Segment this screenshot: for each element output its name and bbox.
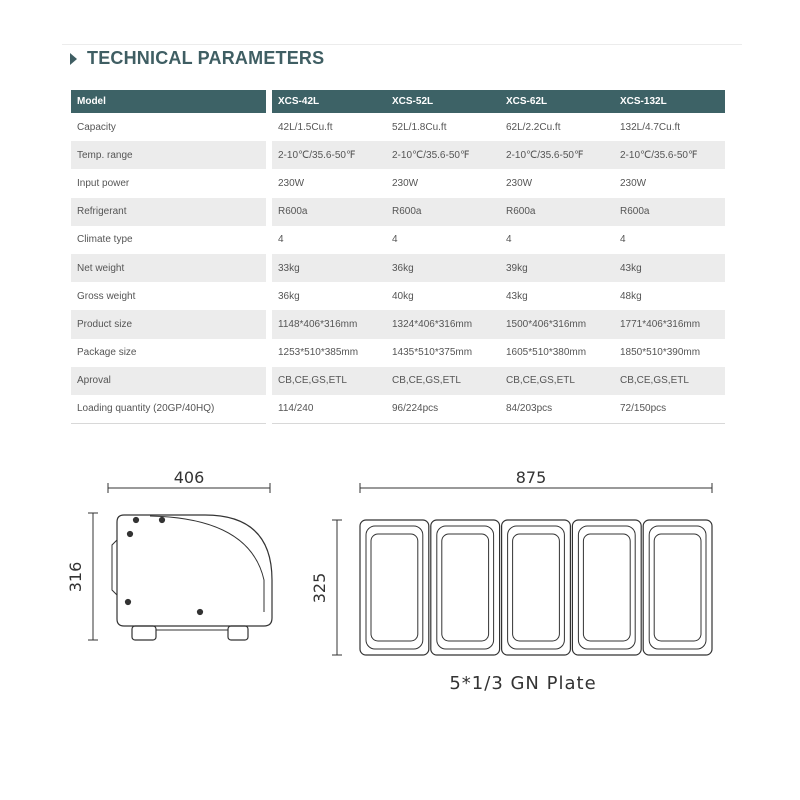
table-cell: R600a (614, 198, 725, 226)
table-cell: 36kg (278, 290, 300, 302)
section-title: TECHNICAL PARAMETERS (87, 48, 325, 68)
row-label: Capacity (77, 121, 116, 133)
row-label: Climate type (77, 234, 133, 246)
table-row (71, 198, 725, 226)
table-cell: CB,CE,GS,ETL (614, 367, 725, 395)
gn-pan (572, 520, 641, 655)
table-cell: 39kg (500, 254, 614, 282)
table-cell: 1771*406*316mm (614, 310, 725, 338)
table-cell: 2-10℃/35.6-50℉ (272, 141, 386, 169)
foot-right (228, 626, 248, 640)
table-cell: 4 (278, 234, 284, 246)
table-row (71, 367, 725, 395)
column-header: XCS-42L (272, 90, 386, 113)
row-label: Input power (77, 177, 130, 189)
side-view-drawing (88, 483, 272, 640)
table-cell: 1500*406*316mm (500, 310, 614, 338)
row-label: Temp. range (71, 141, 266, 169)
table-cell: 4 (506, 234, 512, 246)
column-header: XCS-52L (386, 90, 500, 113)
table-row (71, 282, 725, 310)
table-row (71, 254, 725, 282)
table-cell: 230W (506, 177, 533, 189)
dimension-drawings (0, 440, 800, 800)
row-label: Package size (77, 347, 137, 359)
table-cell: 96/224pcs (386, 395, 500, 424)
row-label: Gross weight (77, 290, 136, 302)
table-cell: 230W (392, 177, 419, 189)
table-row (71, 226, 725, 254)
section-header (70, 48, 324, 69)
table-cell: 132L/4.7Cu.ft (620, 121, 681, 133)
gn-pan (502, 520, 571, 655)
table-row (71, 169, 725, 197)
row-label: Net weight (71, 254, 266, 282)
row-label: Product size (71, 310, 266, 338)
gn-plate-caption: 5*1/3 GN Plate (449, 673, 597, 694)
table-cell: 72/150pcs (614, 395, 725, 424)
table-header-row (71, 90, 725, 113)
row-label: Refrigerant (71, 198, 266, 226)
table-cell: 2-10℃/35.6-50℉ (614, 141, 725, 169)
table-cell: 62L/2.2Cu.ft (506, 121, 561, 133)
table-cell: 48kg (620, 290, 642, 302)
table-cell: 1850*510*390mm (620, 347, 701, 359)
table-cell: 36kg (386, 254, 500, 282)
column-header: XCS-132L (614, 90, 725, 113)
table-row (71, 141, 725, 169)
table-cell: 1253*510*385mm (278, 347, 359, 359)
top-divider (62, 44, 742, 45)
table-cell: 43kg (614, 254, 725, 282)
triangle-bullet-icon (70, 53, 77, 65)
cabinet-outline (117, 515, 272, 626)
gn-pan (431, 520, 500, 655)
table-cell: 1148*406*316mm (272, 310, 386, 338)
table-cell: 1324*406*316mm (386, 310, 500, 338)
table-cell: 2-10℃/35.6-50℉ (500, 141, 614, 169)
table-row (71, 395, 725, 424)
table-cell: 1605*510*380mm (506, 347, 587, 359)
table-cell: 230W (620, 177, 647, 189)
table-cell: R600a (272, 198, 386, 226)
table-cell: 2-10℃/35.6-50℉ (386, 141, 500, 169)
top-width-label: 875 (515, 468, 547, 487)
side-height-label: 316 (66, 561, 85, 593)
side-width-label: 406 (173, 468, 205, 487)
top-height-label: 325 (310, 572, 329, 604)
table-cell: R600a (386, 198, 500, 226)
foot-left (132, 626, 156, 640)
technical-parameters-table (71, 90, 725, 424)
row-label: Loading quantity (20GP/40HQ) (71, 395, 266, 424)
table-cell: CB,CE,GS,ETL (386, 367, 500, 395)
table-cell: CB,CE,GS,ETL (272, 367, 386, 395)
table-cell: 33kg (272, 254, 386, 282)
table-cell: 230W (278, 177, 305, 189)
table-cell: 52L/1.8Cu.ft (392, 121, 447, 133)
top-view-drawing (332, 483, 712, 655)
table-cell: 43kg (506, 290, 528, 302)
table-cell: 40kg (392, 290, 414, 302)
column-header: Model (71, 90, 266, 113)
table-cell: 1435*510*375mm (392, 347, 473, 359)
table-cell: 4 (620, 234, 626, 246)
gn-pan (643, 520, 712, 655)
table-row (71, 339, 725, 367)
table-row (71, 113, 725, 141)
row-label: Aproval (71, 367, 266, 395)
column-header: XCS-62L (500, 90, 614, 113)
gn-pan (360, 520, 429, 655)
table-cell: CB,CE,GS,ETL (500, 367, 614, 395)
table-cell: 42L/1.5Cu.ft (278, 121, 333, 133)
table-cell: R600a (500, 198, 614, 226)
table-cell: 4 (392, 234, 398, 246)
table-cell: 84/203pcs (500, 395, 614, 424)
table-cell: 114/240 (272, 395, 386, 424)
table-row (71, 310, 725, 338)
